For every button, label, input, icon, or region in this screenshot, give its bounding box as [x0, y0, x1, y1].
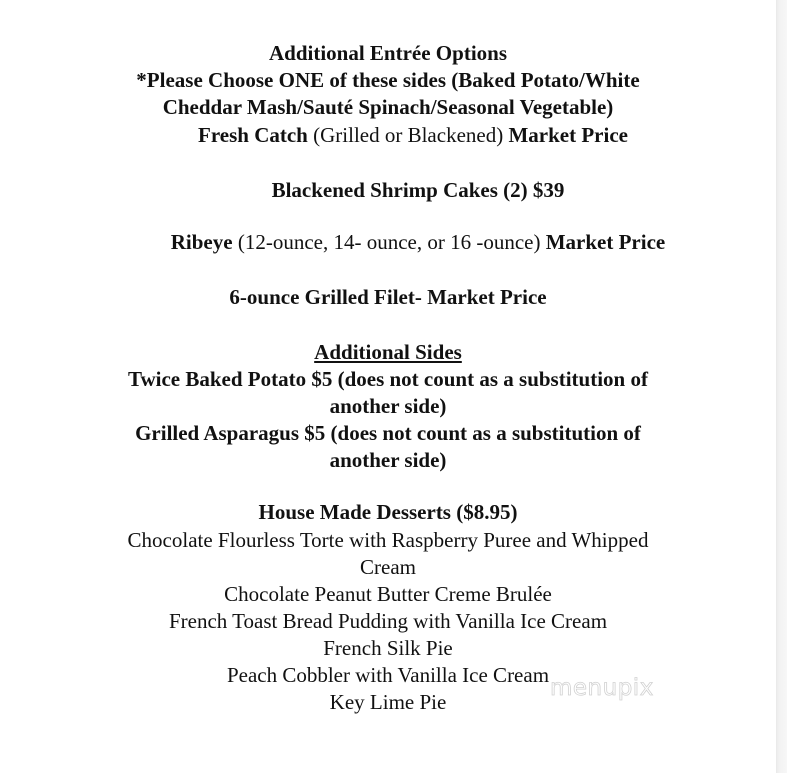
- ribeye-price: Market Price: [545, 230, 666, 254]
- dessert-item: Chocolate Peanut Butter Creme Brulée: [224, 582, 552, 606]
- sides-instruction-line-1: *Please Choose ONE of these sides (Baked Potato/White: [136, 68, 640, 92]
- grilled-asparagus-line-1: Grilled Asparagus $5 (does not count as a substitution of: [135, 421, 641, 445]
- twice-baked-potato-line-1: Twice Baked Potato $5 (does not count as a substitution of: [128, 367, 648, 391]
- dessert-item: Cream: [360, 555, 416, 579]
- ribeye-name: Ribeye: [170, 230, 233, 254]
- filet-item: 6-ounce Grilled Filet- Market Price: [229, 285, 547, 309]
- additional-sides-heading-text: Additional Sides: [314, 340, 462, 364]
- page-edge-shadow: [776, 0, 787, 773]
- shrimp-cakes-item: Blackened Shrimp Cakes (2) $39: [271, 178, 565, 202]
- fresh-catch-detail: (Grilled or Blackened): [307, 123, 509, 147]
- dessert-item: Peach Cobbler with Vanilla Ice Cream: [226, 663, 550, 687]
- entree-options-heading: Additional Entrée Options: [268, 41, 508, 65]
- ribeye-item: [0, 229, 776, 255]
- dessert-item: French Silk Pie: [323, 636, 453, 660]
- twice-baked-potato-line-2: another side): [329, 394, 447, 418]
- sides-instruction-line-2: Cheddar Mash/Sauté Spinach/Seasonal Vegetable): [162, 95, 614, 119]
- fresh-catch-name: Fresh Catch: [198, 123, 308, 147]
- fresh-catch-price: Market Price: [508, 123, 628, 147]
- menupix-watermark: menupix: [550, 675, 654, 701]
- desserts-heading: House Made Desserts ($8.95): [258, 500, 518, 524]
- fresh-catch-item: [0, 122, 776, 148]
- additional-sides-heading: [0, 339, 776, 365]
- grilled-asparagus-line-2: another side): [329, 448, 447, 472]
- ribeye-detail: (12-ounce, 14- ounce, or 16 -ounce): [232, 230, 546, 254]
- dessert-item: Key Lime Pie: [329, 690, 447, 714]
- dessert-item: Chocolate Flourless Torte with Raspberry Puree and Whipped: [127, 528, 649, 552]
- dessert-item: French Toast Bread Pudding with Vanilla Ice Cream: [168, 609, 608, 633]
